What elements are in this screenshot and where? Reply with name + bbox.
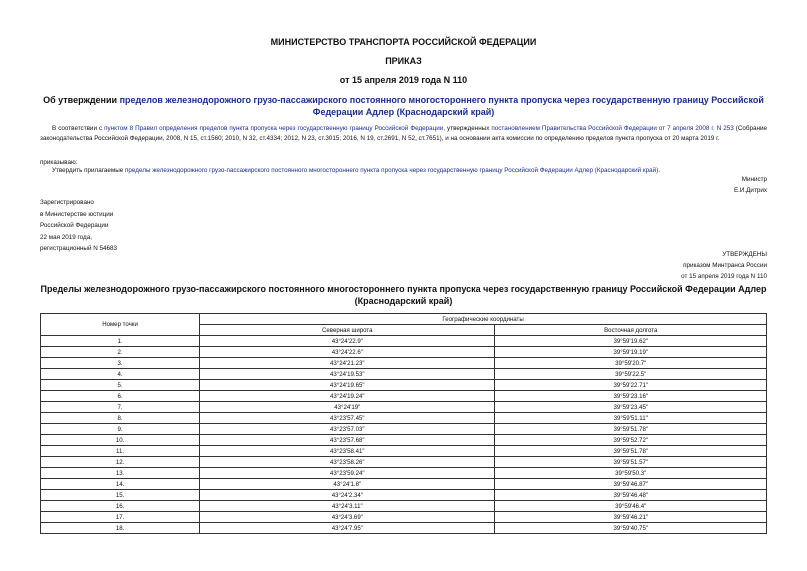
rules-link[interactable]: пунктом 8 Правил определения пределов пункта пропуска через государственную границу Российской Федерации xyxy=(104,125,444,132)
latitude-cell: 43°24'3.11" xyxy=(200,501,495,512)
point-number: 5. xyxy=(41,380,200,391)
point-number: 10. xyxy=(41,435,200,446)
point-number: 11. xyxy=(41,446,200,457)
longitude-cell: 39°59'20.7" xyxy=(495,358,767,369)
table-row xyxy=(41,501,767,512)
registration-block xyxy=(40,197,117,255)
table-row xyxy=(41,512,767,523)
point-number: 2. xyxy=(41,347,200,358)
document-title xyxy=(40,94,767,118)
table-row xyxy=(41,347,767,358)
point-number: 4. xyxy=(41,369,200,380)
table-row xyxy=(41,424,767,435)
latitude-cell: 43°24'3.69" xyxy=(200,512,495,523)
p1-text-b: , утвержденных xyxy=(443,125,492,132)
table-row xyxy=(41,413,767,424)
paragraph-basis xyxy=(40,124,767,143)
point-number: 7. xyxy=(41,402,200,413)
table-row xyxy=(41,391,767,402)
table-row xyxy=(41,402,767,413)
table-row xyxy=(41,336,767,347)
longitude-cell: 39°59'40.75" xyxy=(495,523,767,534)
latitude-cell: 43°23'57.68" xyxy=(200,435,495,446)
latitude-cell: 43°23'59.24" xyxy=(200,468,495,479)
table-row xyxy=(41,435,767,446)
point-number: 13. xyxy=(41,468,200,479)
longitude-cell: 39°59'46.21" xyxy=(495,512,767,523)
document-date-number: от 15 апреля 2019 года N 110 xyxy=(339,75,468,85)
table-row xyxy=(41,479,767,490)
p3-text-b: . xyxy=(658,167,661,174)
point-number: 18. xyxy=(41,523,200,534)
registration-line: 22 мая 2019 года, xyxy=(40,233,92,241)
table-row xyxy=(41,457,767,468)
point-number: 8. xyxy=(41,413,200,424)
latitude-cell: 43°24'22.6" xyxy=(200,347,495,358)
registration-line: Зарегистрировано xyxy=(40,199,94,206)
longitude-cell: 39°59'22.5" xyxy=(495,369,767,380)
registration-line: в Министерстве юстиции xyxy=(40,210,114,218)
longitude-cell: 39°59'46.48" xyxy=(495,490,767,501)
table-row xyxy=(41,523,767,534)
appendix-title: Пределы железнодорожного грузо-пассажирского постоянного многостороннего пункта пропуска через государственную границу Российской Федерации Адлер (Краснодарский край) xyxy=(40,284,767,306)
latitude-cell: 43°24'22.9" xyxy=(200,336,495,347)
point-number: 9. xyxy=(41,424,200,435)
latitude-cell: 43°24'19" xyxy=(200,402,495,413)
table-row xyxy=(41,358,767,369)
longitude-cell: 39°59'51.11" xyxy=(495,413,767,424)
table-row xyxy=(41,446,767,457)
point-number: 1. xyxy=(41,336,200,347)
approval-line: от 15 апреля 2019 года N 110 xyxy=(681,273,767,281)
latitude-cell: 43°23'57.45" xyxy=(200,413,495,424)
longitude-cell: 39°59'52.72" xyxy=(495,435,767,446)
registration-line: регистрационный N 54683 xyxy=(40,245,118,253)
longitude-cell: 39°59'46.4" xyxy=(495,501,767,512)
p3-text-a: Утвердить прилагаемые xyxy=(52,167,125,174)
document-type: ПРИКАЗ xyxy=(385,56,422,66)
approval-line: приказом Минтранса России xyxy=(683,262,767,270)
table-row xyxy=(41,380,767,391)
title-link[interactable]: пределов железнодорожного грузо-пассажирского постоянного многостороннего пункта пропуска через государственную границу Российской Федерации Адлер (Краснодарский край) xyxy=(119,95,764,117)
longitude-cell: 39°59'22.71" xyxy=(495,380,767,391)
latitude-cell: 43°24'19.24" xyxy=(200,391,495,402)
header-point-number: Номер точки xyxy=(41,314,200,336)
coordinates-table xyxy=(40,313,767,534)
point-number: 12. xyxy=(41,457,200,468)
header-latitude: Северная широта xyxy=(200,325,495,336)
point-number: 15. xyxy=(41,490,200,501)
latitude-cell: 43°24'21.23" xyxy=(200,358,495,369)
p1-text-a: В соответствии с xyxy=(52,125,105,132)
table-row xyxy=(41,468,767,479)
longitude-cell: 39°59'50.3" xyxy=(495,468,767,479)
latitude-cell: 43°23'58.41" xyxy=(200,446,495,457)
longitude-cell: 39°59'23.45" xyxy=(495,402,767,413)
latitude-cell: 43°24'1.8" xyxy=(200,479,495,490)
paragraph-approve xyxy=(40,166,767,176)
table-row xyxy=(41,369,767,380)
point-number: 16. xyxy=(41,501,200,512)
approval-block xyxy=(681,249,767,283)
signer-position: Министр xyxy=(741,176,767,183)
signer-name: Е.И.Дитрих xyxy=(733,187,767,194)
latitude-cell: 43°24'19.53" xyxy=(200,369,495,380)
longitude-cell: 39°59'51.78" xyxy=(495,446,767,457)
latitude-cell: 43°24'19.65" xyxy=(200,380,495,391)
title-prefix: Об утверждении xyxy=(43,95,120,105)
latitude-cell: 43°24'7.95" xyxy=(200,523,495,534)
longitude-cell: 39°59'19.62" xyxy=(495,336,767,347)
paragraph-order: приказываю: xyxy=(40,159,78,166)
header-longitude: Восточная долгота xyxy=(495,325,767,336)
latitude-cell: 43°23'58.26" xyxy=(200,457,495,468)
latitude-cell: 43°24'2.34" xyxy=(200,490,495,501)
p1-text-c: (Собрание законодательства Российской Федерации, 2008, N 15, ст.1560; 2010, N 32, ст.4334; 2012, N 23, ст.3015; 2016, N 19, ст.2691, N 52, ст.7651), и на основании акта комиссии по определению пределов пункта пропуска от 20 марта 2019 г. xyxy=(40,125,768,142)
decree-link[interactable]: постановлением Правительства Российской Федерации от 7 апреля 2008 г. N 253 xyxy=(491,125,734,132)
registration-line: Российской Федерации xyxy=(40,222,109,230)
latitude-cell: 43°23'57.03" xyxy=(200,424,495,435)
longitude-cell: 39°59'23.16" xyxy=(495,391,767,402)
point-number: 3. xyxy=(41,358,200,369)
header-geo-coords: Географические координаты xyxy=(200,314,767,325)
longitude-cell: 39°59'46.87" xyxy=(495,479,767,490)
longitude-cell: 39°59'51.57" xyxy=(495,457,767,468)
longitude-cell: 39°59'19.19" xyxy=(495,347,767,358)
point-number: 17. xyxy=(41,512,200,523)
point-number: 6. xyxy=(41,391,200,402)
ministry-heading: МИНИСТЕРСТВО ТРАНСПОРТА РОССИЙСКОЙ ФЕДЕРАЦИИ xyxy=(270,37,537,47)
approval-line: УТВЕРЖДЕНЫ xyxy=(722,251,767,258)
limits-link[interactable]: пределы железнодорожного грузо-пассажирского постоянного многостороннего пункта пропуска через государственную границу Российской Федерации Адлер (Краснодарский край) xyxy=(125,167,659,174)
point-number: 14. xyxy=(41,479,200,490)
table-row xyxy=(41,490,767,501)
longitude-cell: 39°59'51.78" xyxy=(495,424,767,435)
